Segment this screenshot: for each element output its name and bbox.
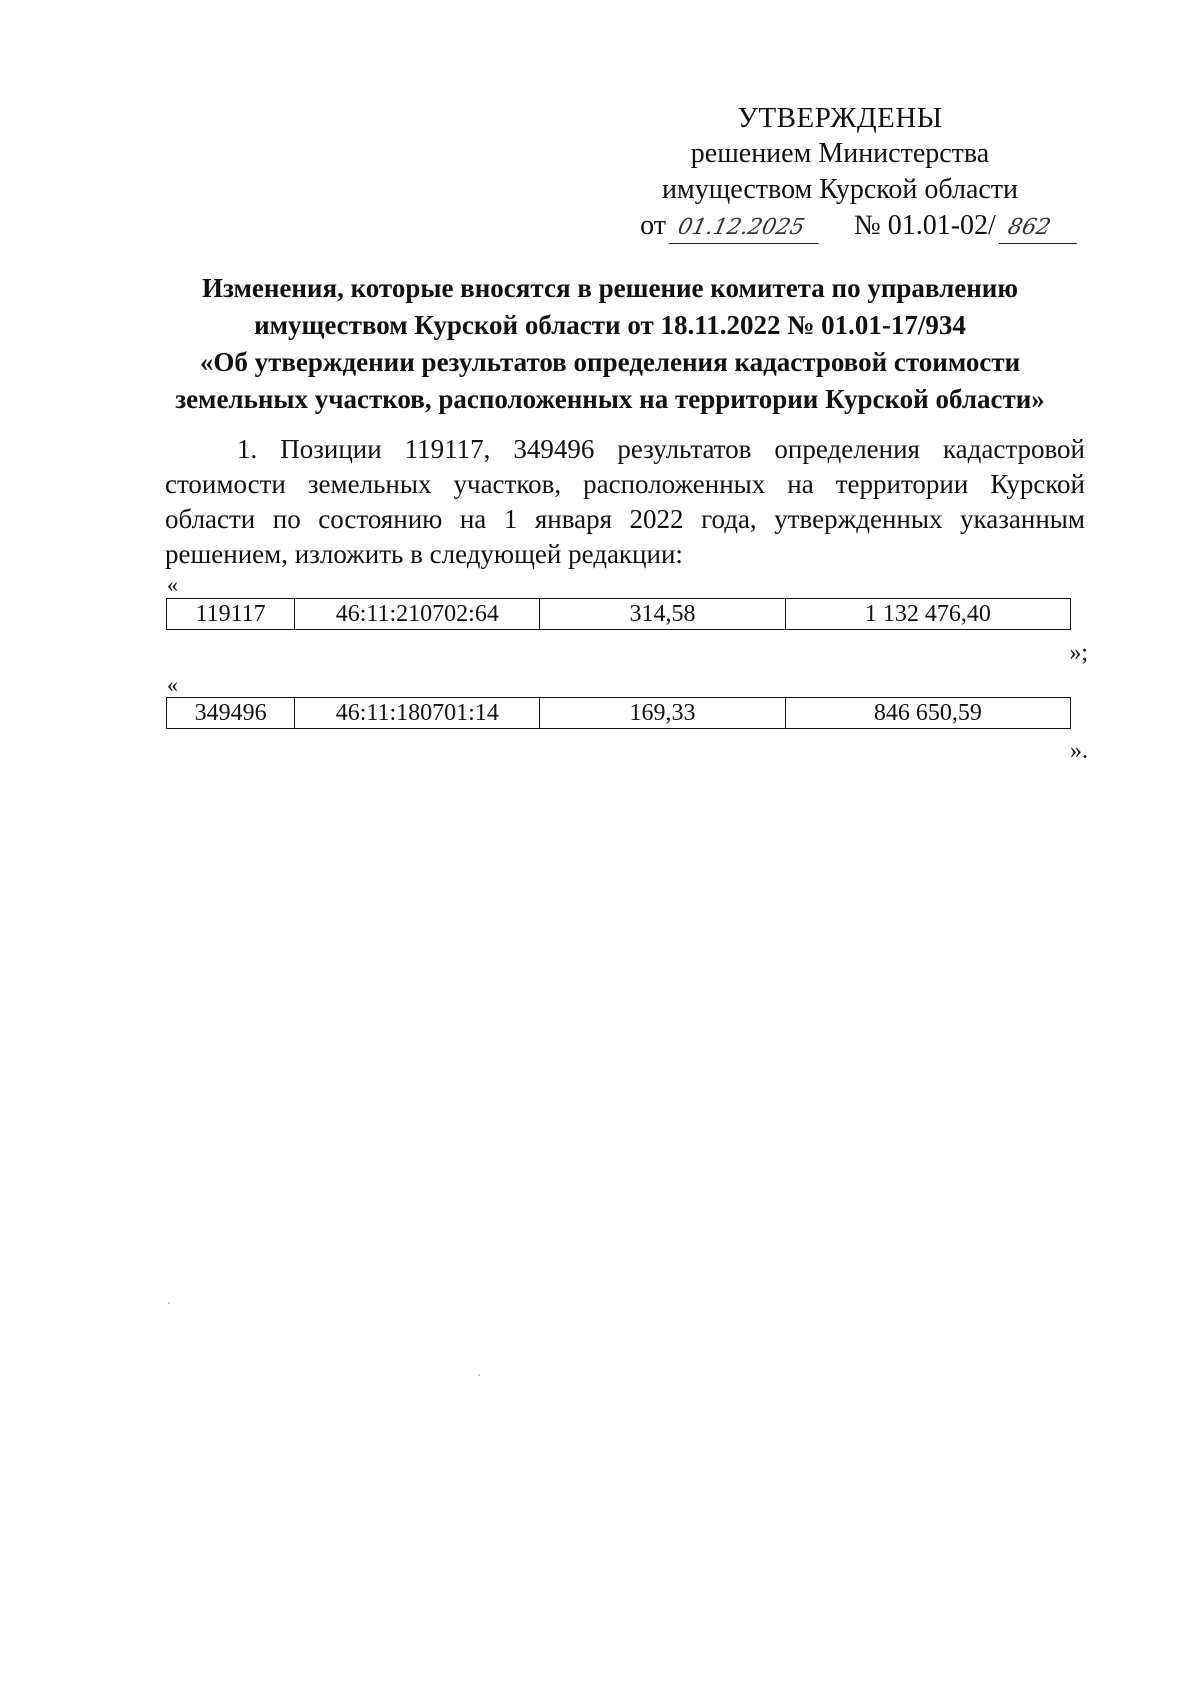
heading-line-2: имуществом Курской области от 18.11.2022 № 01.01-17/934 [254, 310, 966, 340]
cell-specific-value: 169,33 [540, 698, 785, 729]
cell-position: 349496 [167, 698, 295, 729]
handwritten-number: 862 [999, 213, 1084, 244]
cell-cadastral-number: 46:11:180701:14 [295, 698, 540, 729]
quote-close-1: »; [1069, 640, 1088, 666]
body-paragraph: 1. Позиции 119117, 349496 результатов определения кадастровой стоимости земельных участков, расположенных на территории Курской области по состоянию на 1 января 2022 года, утвержденных указанным решением, изложить в следующей редакции: [165, 434, 1085, 569]
heading-line-1: Изменения, которые вносятся в решение комитета по управлению [201, 273, 1018, 303]
quote-open-1: « [167, 572, 178, 597]
approval-date-line [640, 208, 1080, 244]
positions-table-1 [166, 598, 1071, 630]
cell-position: 119117 [167, 599, 295, 630]
table-row [167, 599, 1071, 630]
quote-close-2: ». [1070, 738, 1088, 764]
cell-cadastral-number: 46:11:210702:64 [295, 599, 540, 630]
table-row [167, 698, 1071, 729]
quote-open-2: « [167, 672, 178, 697]
cell-cadastral-value: 846 650,59 [785, 698, 1070, 729]
cell-cadastral-value: 1 132 476,40 [785, 599, 1070, 630]
document-heading [150, 270, 1070, 418]
heading-line-3: «Об утверждении результатов определения кадастровой стоимости [199, 347, 1021, 377]
approval-line-1: решением Министерства [690, 138, 990, 169]
cell-specific-value: 314,58 [540, 599, 785, 630]
number-label: № 01.01-02/ [854, 210, 996, 241]
from-label: от [640, 210, 667, 241]
scan-speck [478, 1374, 480, 1376]
handwritten-date: 01.12.2025 [669, 213, 826, 244]
approval-block [600, 100, 1080, 244]
approval-line-2: имуществом Курской области [661, 174, 1019, 205]
heading-line-4: земельных участков, расположенных на территории Курской области» [175, 384, 1045, 414]
scan-speck [168, 1302, 170, 1304]
positions-table-2 [166, 697, 1071, 729]
approval-title: УТВЕРЖДЕНЫ [737, 102, 943, 134]
